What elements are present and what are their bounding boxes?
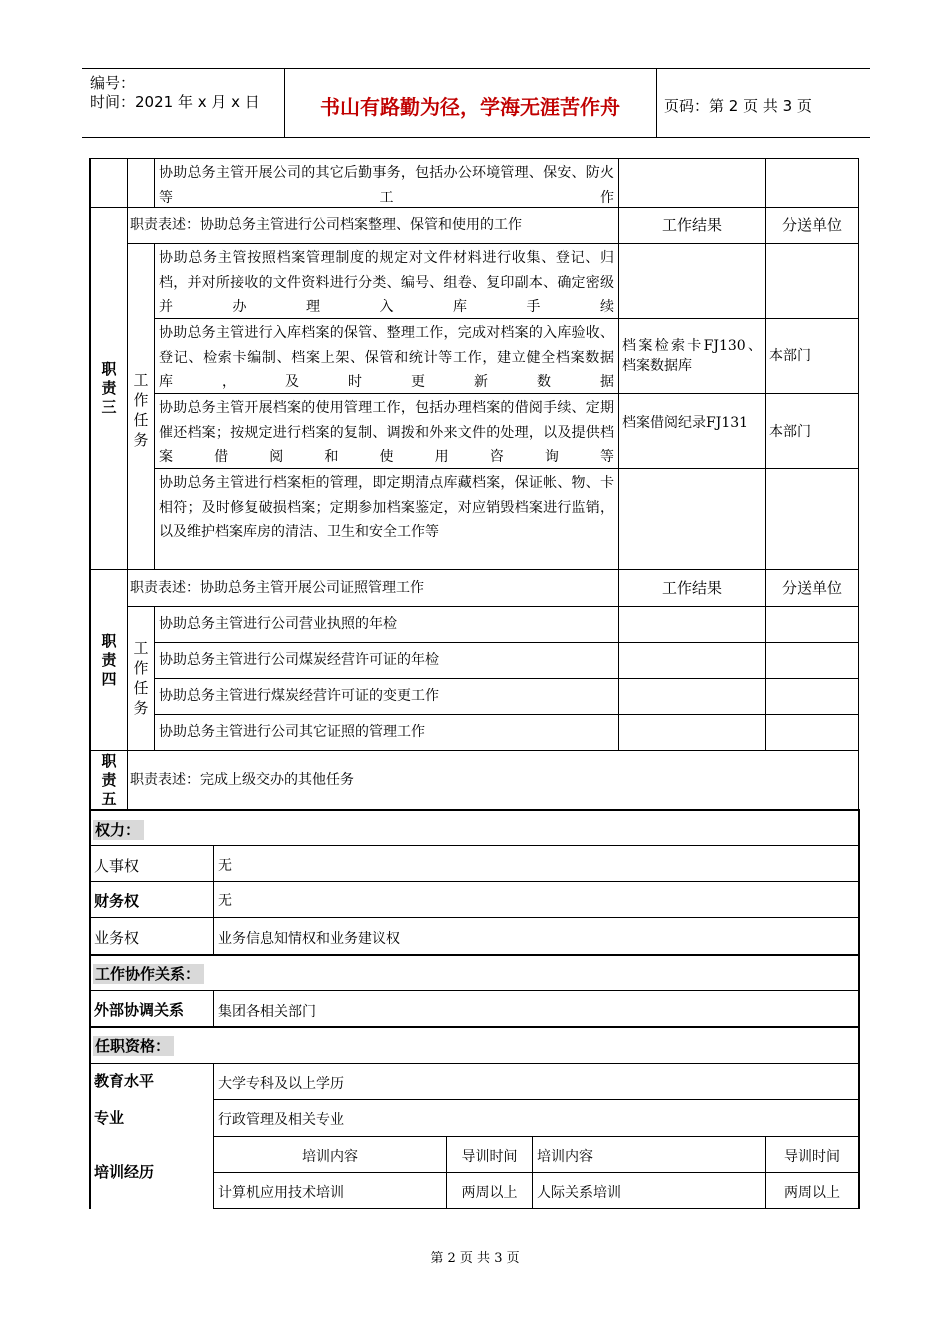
duty2-task-last: 协助总务主管开展公司的其它后勤事务，包括办公环境管理、保安、防火等工作 bbox=[159, 165, 614, 206]
major-value: 行政管理及相关专业 bbox=[218, 1112, 344, 1128]
duty4-result-header: 工作结果 bbox=[661, 579, 722, 597]
duty3-result-header: 工作结果 bbox=[661, 216, 722, 234]
training-time-2: 两周以上 bbox=[784, 1185, 840, 1201]
duty3-dept-header: 分送单位 bbox=[781, 216, 842, 234]
duty4-description: 职责表述：协助总务主管开展公司证照管理工作 bbox=[130, 580, 424, 596]
training-content-2: 人际关系培训 bbox=[537, 1185, 621, 1201]
qualification-section-title: 任职资格： bbox=[93, 1036, 174, 1056]
duty5-label: 职责五 bbox=[101, 752, 117, 808]
duty3-task-2: 协助总务主管进行入库档案的保管、整理工作，完成对档案的入库验收、登记、检索卡编制、档案上架、保管和统计等工作，建立健全档案数据库，及时更新数据 bbox=[159, 325, 614, 390]
duty4-dept-header: 分送单位 bbox=[781, 579, 842, 597]
training-content-1: 计算机应用技术培训 bbox=[218, 1185, 344, 1201]
education-label: 教育水平 bbox=[94, 1072, 155, 1090]
power-business-value: 业务信息知情权和业务建议权 bbox=[218, 931, 400, 947]
duty4-task-2: 协助总务主管进行公司煤炭经营许可证的年检 bbox=[159, 652, 439, 668]
duty4-task-3: 协助总务主管进行煤炭经营许可证的变更工作 bbox=[159, 688, 439, 704]
duty4-task-4: 协助总务主管进行公司其它证照的管理工作 bbox=[159, 724, 425, 740]
education-value: 大学专科及以上学历 bbox=[218, 1076, 344, 1092]
duty3-task-4: 协助总务主管进行档案柜的管理，即定期清点库藏档案，保证帐、物、卡相符；及时修复破损档案；定期参加档案鉴定，对应销毁档案进行监销，以及维护档案库房的清洁、卫生和安全工作等 bbox=[159, 475, 614, 540]
page-label: 页码：第 2 页 共 3 页 bbox=[664, 97, 812, 115]
power-hr-value: 无 bbox=[218, 858, 232, 874]
training-time-1: 两周以上 bbox=[461, 1185, 518, 1201]
number-label: 编号： bbox=[90, 74, 136, 92]
duty3-task-3-dept: 本部门 bbox=[769, 424, 811, 440]
external-coordination-label: 外部协调关系 bbox=[94, 1001, 185, 1019]
duty3-description: 职责表述：协助总务主管进行公司档案整理、保管和使用的工作 bbox=[130, 217, 522, 233]
duty4-label: 职责四 bbox=[101, 632, 117, 688]
power-hr-label: 人事权 bbox=[94, 857, 140, 875]
duty3-task-3: 协助总务主管开展档案的使用管理工作，包括办理档案的借阅手续、定期催还档案；按规定进行档案的复制、调拨和外来文件的处理，以及提供档案借阅和使用咨询等 bbox=[159, 400, 614, 465]
power-section-title: 权力： bbox=[93, 820, 144, 840]
header-motto: 书山有路勤为径，学海无涯苦作舟 bbox=[320, 95, 620, 119]
power-finance-value: 无 bbox=[218, 893, 232, 909]
training-header-content-2: 培训内容 bbox=[537, 1149, 593, 1165]
duty3-task-label: 工作任务 bbox=[133, 371, 149, 449]
duty3-task-3-result: 档案借阅纪录FJ131 bbox=[622, 415, 749, 431]
training-header-time-1: 导训时间 bbox=[461, 1149, 518, 1165]
power-business-label: 业务权 bbox=[94, 929, 140, 947]
training-header-time-2: 导训时间 bbox=[784, 1149, 840, 1165]
cooperation-section-title: 工作协作关系： bbox=[93, 964, 204, 984]
duty4-task-1: 协助总务主管进行公司营业执照的年检 bbox=[159, 616, 397, 632]
power-finance-label: 财务权 bbox=[94, 892, 140, 910]
date-label: 时间：2021 年 x 月 x 日 bbox=[90, 93, 260, 111]
duty3-label: 职责三 bbox=[101, 360, 117, 416]
training-label: 培训经历 bbox=[94, 1163, 155, 1181]
external-coordination-value: 集团各相关部门 bbox=[218, 1004, 316, 1020]
duty3-task-2-result: 档案检索卡FJ130、档案数据库 bbox=[622, 338, 762, 374]
duty4-task-label: 工作任务 bbox=[133, 639, 149, 717]
page-footer: 第 2 页 共 3 页 bbox=[430, 1251, 520, 1266]
duty3-task-2-dept: 本部门 bbox=[769, 348, 811, 364]
duty3-task-1: 协助总务主管按照档案管理制度的规定对文件材料进行收集、登记、归档，并对所接收的文件资料进行分类、编号、组卷、复印副本、确定密级并办理入库手续 bbox=[159, 250, 614, 315]
duty5-description: 职责表述：完成上级交办的其他任务 bbox=[130, 772, 354, 788]
training-header-content-1: 培训内容 bbox=[302, 1149, 358, 1165]
page-header bbox=[82, 68, 870, 138]
major-label: 专业 bbox=[94, 1109, 125, 1127]
